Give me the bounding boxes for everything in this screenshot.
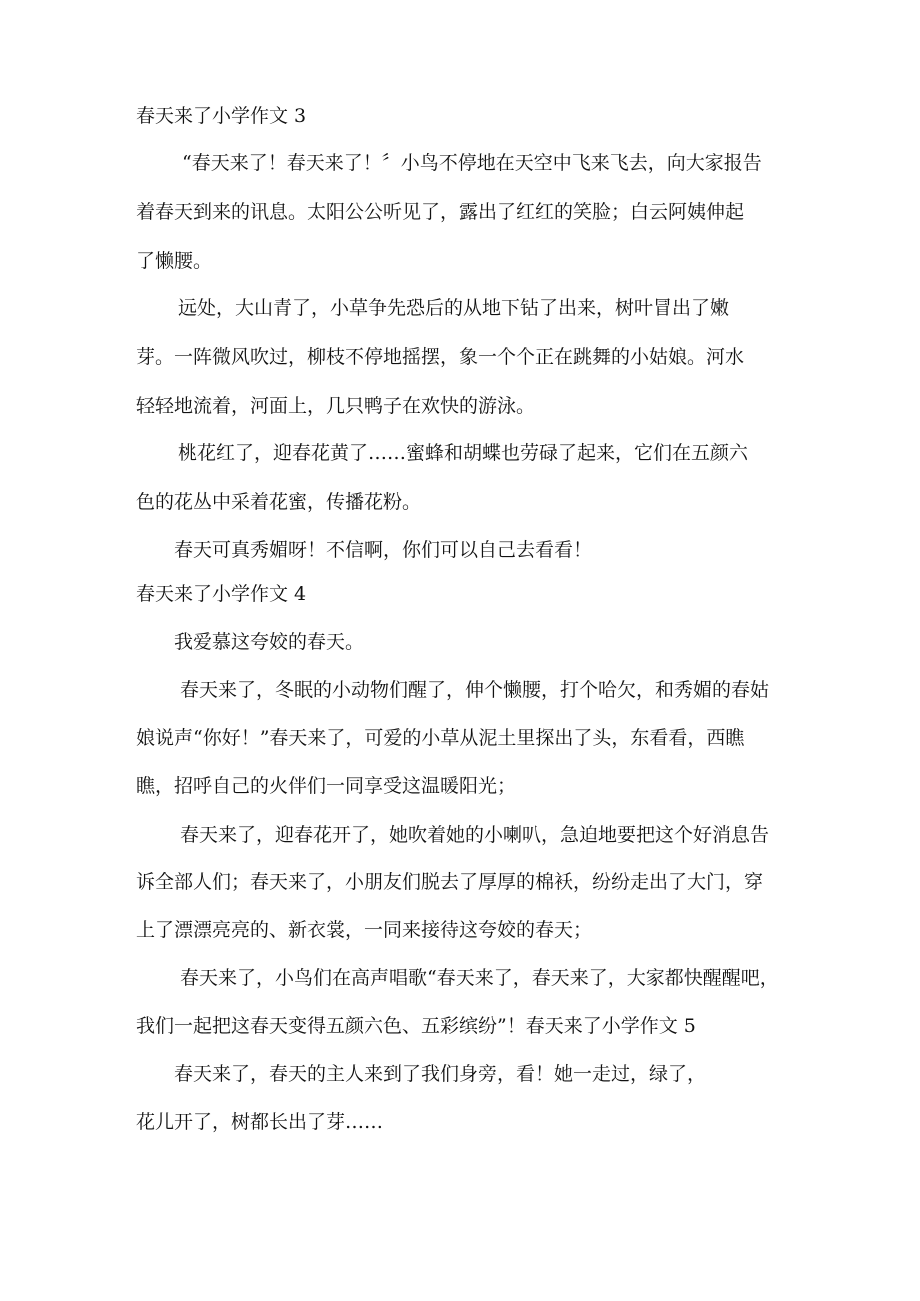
paragraph-line: 春天来了，冬眠的小动物们醒了，伸个懒腰，打个哈欠，和秀媚的春姑 (180, 679, 770, 701)
paragraph-line: 诉全部人们；春天来了，小朋友们脱去了厚厚的棉袄，纷纷走出了大门，穿 (136, 871, 764, 893)
paragraph-line: “春天来了！春天来了！〞小鸟不停地在天空中飞来飞去，向大家报告 (182, 152, 762, 174)
paragraph-line: 色的花丛中采着花蜜，传播花粉。 (136, 491, 422, 513)
paragraph-line: 我们一起把这春天变得五颜六色、五彩缤纷”！春天来了小学作文 5 (136, 1015, 696, 1037)
paragraph-line: 春天来了，迎春花开了，她吹着她的小喇叭，急迫地要把这个好消息告 (180, 824, 770, 846)
paragraph-line: 桃花红了，迎春花黄了……蜜蜂和胡蝶也劳碌了起来，它们在五颜六 (178, 442, 749, 464)
paragraph-line: 我爱慕这夸姣的春天。 (174, 631, 365, 653)
paragraph-line: 芽。一阵微风吹过，柳枝不停地摇摆，象一个个正在跳舞的小姑娘。河水 (136, 346, 745, 368)
paragraph-line: 了懒腰。 (136, 250, 213, 272)
paragraph-line: 瞧，招呼自己的火伴们一同享受这温暖阳光； (136, 775, 517, 797)
paragraph-line: 春天可真秀媚呀！不信啊，你们可以自己去看看！ (174, 539, 593, 561)
paragraph-line: 着春天到来的讯息。太阳公公听见了，露出了红红的笑脸；白云阿姨伸起 (136, 201, 745, 223)
paragraph-line: 上了漂漂亮亮的、新衣裳，一同来接待这夸姣的春天； (136, 919, 593, 941)
paragraph-line: 花儿开了，树都长出了芽…… (136, 1111, 384, 1133)
paragraph-line: 娘说声“你好！”春天来了，可爱的小草从泥土里探出了头，东看看，西瞧 (136, 727, 745, 749)
paragraph-line: 远处，大山青了，小草争先恐后的从地下钻了出来，树叶冒出了嫩 (178, 297, 730, 319)
paragraph-line: 春天来了，春天的主人来到了我们身旁，看！她一走过，绿了， (174, 1063, 707, 1085)
paragraph-line: 春天来了，小鸟们在高声唱歌“春天来了，春天来了，大家都快醒醒吧， (180, 967, 779, 989)
heading-essay-3: 春天来了小学作文 3 (136, 105, 307, 127)
paragraph-line: 轻轻地流着，河面上，几只鸭子在欢快的游泳。 (136, 395, 536, 417)
heading-essay-4: 春天来了小学作文 4 (136, 583, 307, 605)
